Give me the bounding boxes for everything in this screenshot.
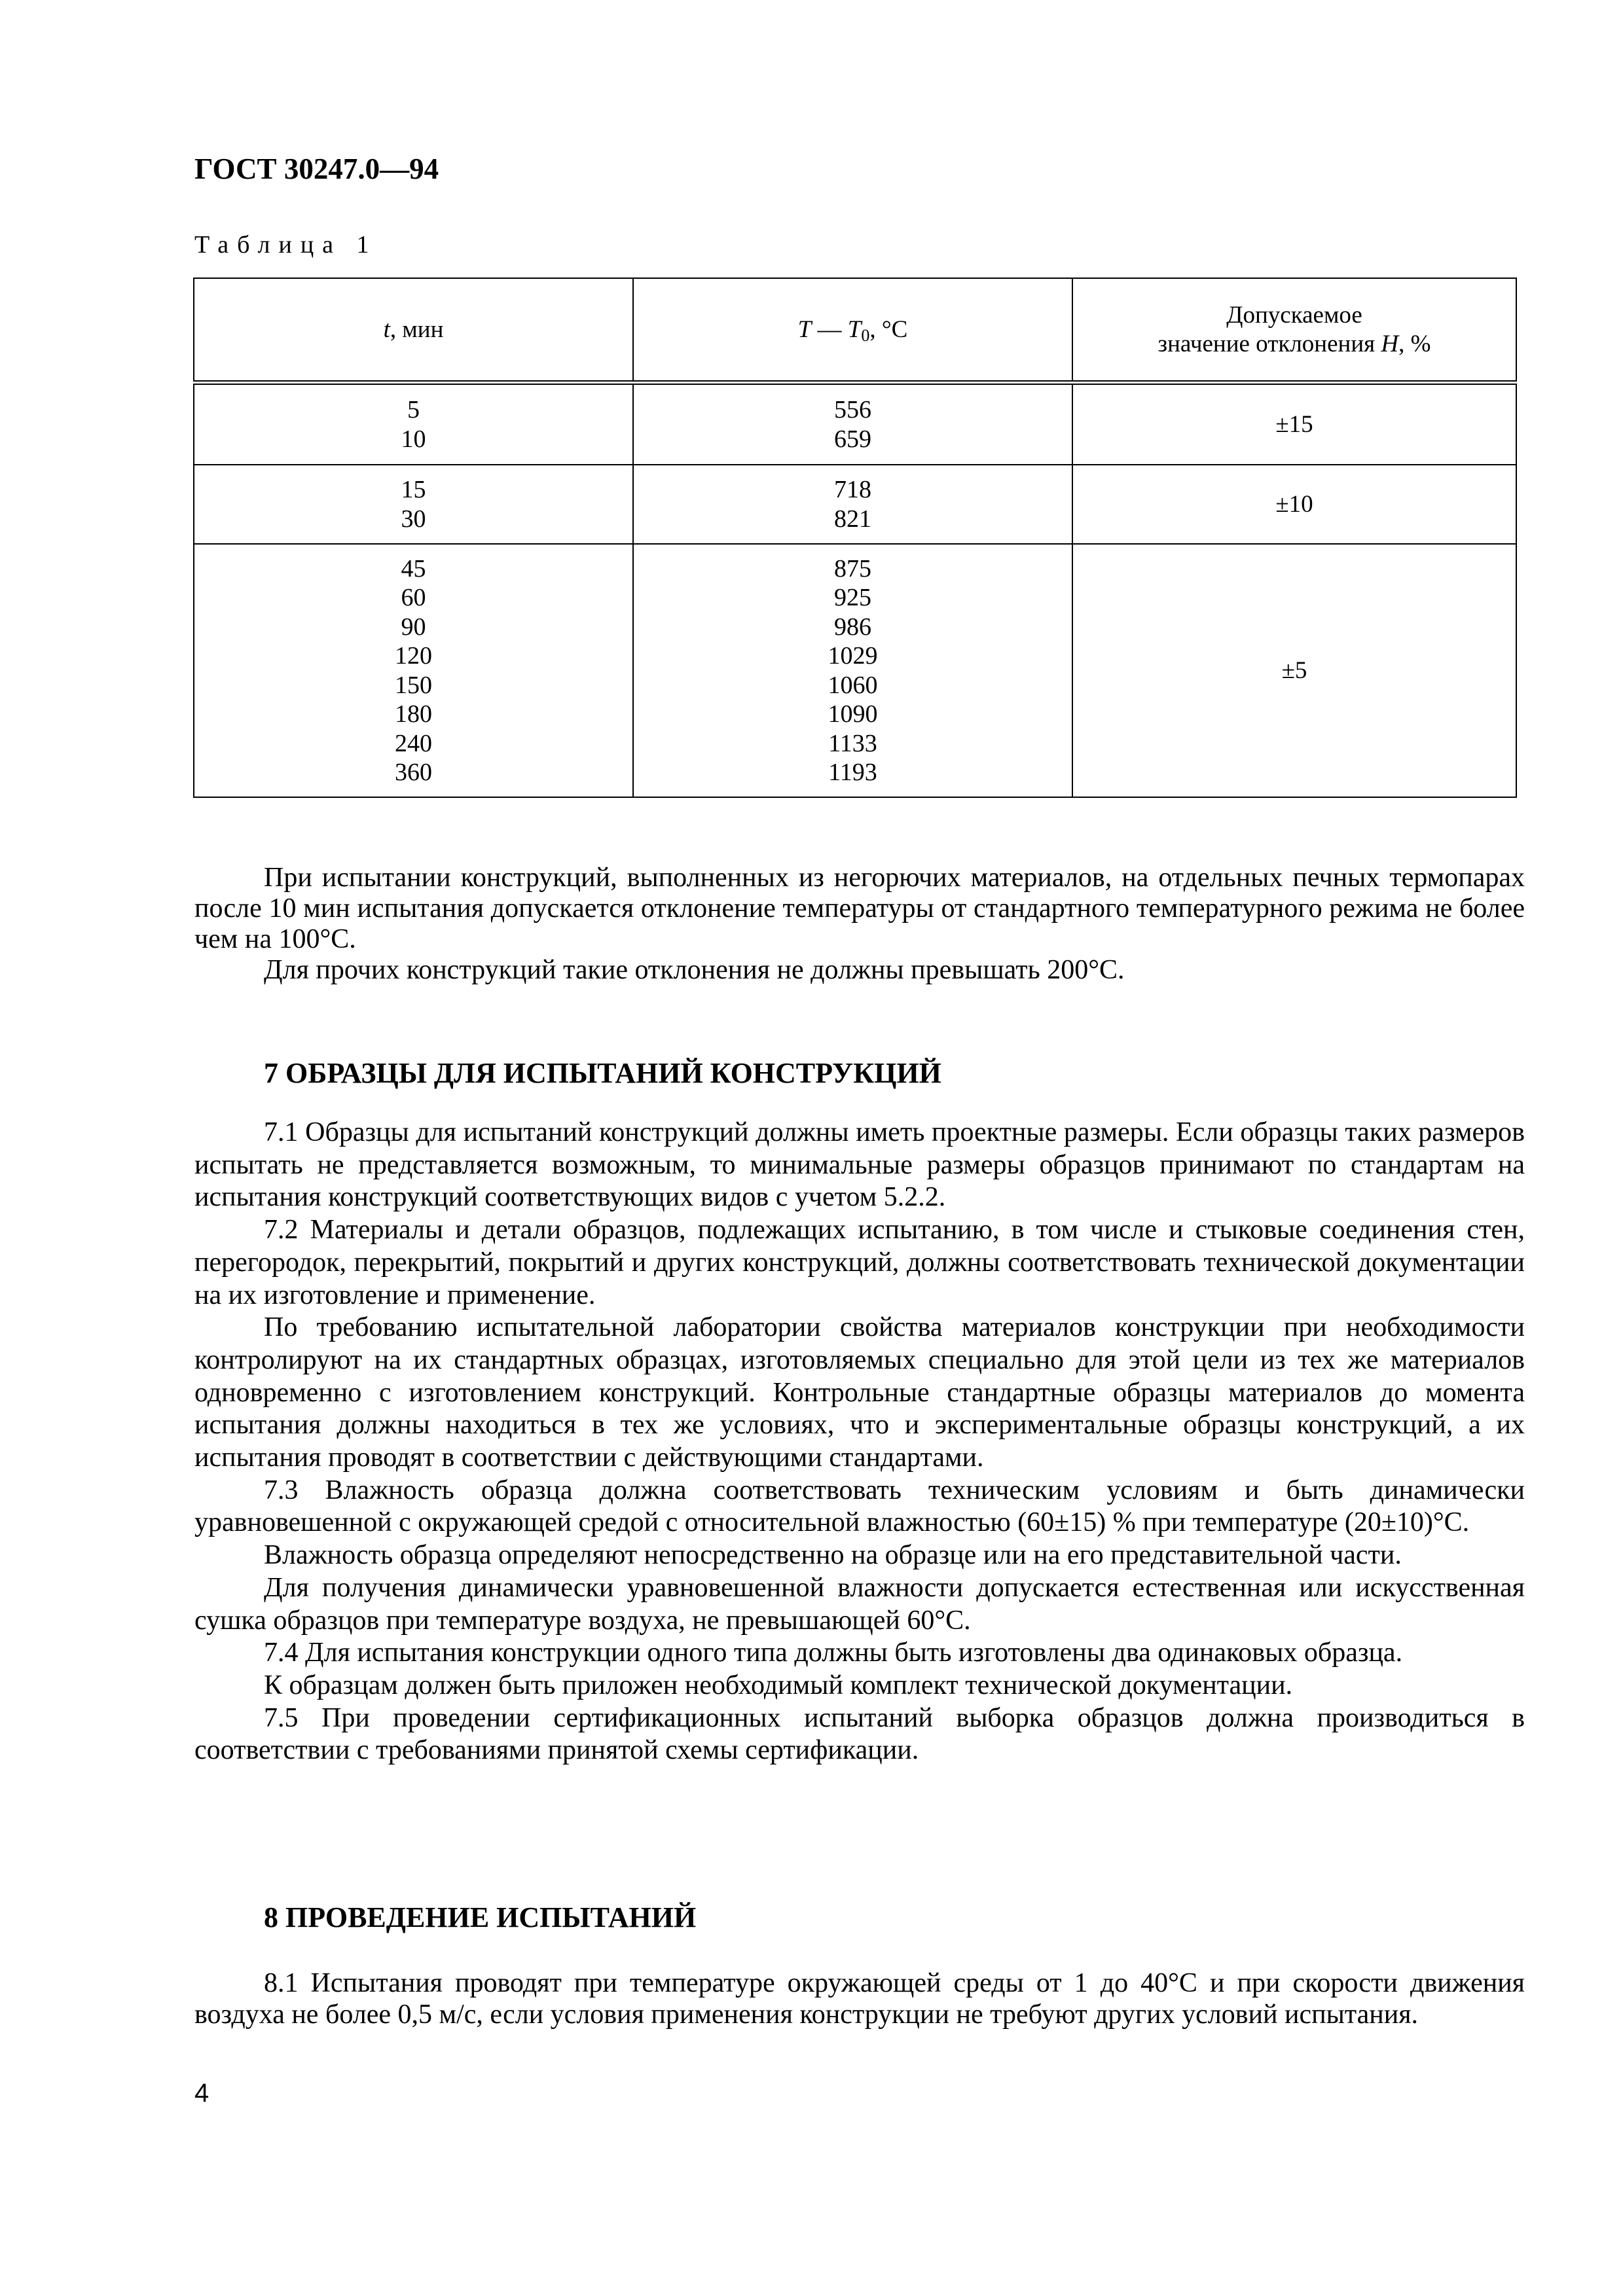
- post-table-notes: [194, 863, 1525, 986]
- temperature-cell: 718 821: [633, 465, 1072, 544]
- table-caption: Таблица 1: [194, 231, 378, 259]
- paragraph: Для прочих конструкций такие отклонения не должны превышать 200°С.: [264, 955, 1125, 985]
- table-header-row: [194, 278, 1516, 383]
- paragraph-7-3: 7.3 Влажность образца должна соответствовать техническим условиям и быть динамически уравновешенной с окружающей средой с относительной влажностью (60±15) % при температуре (20±10)°С.: [194, 1475, 1525, 1538]
- paragraph-7-5: 7.5 При проведении сертификационных испытаний выборка образцов должна производиться в соответствии с требованиями принятой схемы сертификации.: [194, 1702, 1525, 1766]
- paragraph-7-4: 7.4 Для испытания конструкции одного типа должны быть изготовлены два одинаковых образца.: [264, 1638, 1403, 1668]
- table-row: [194, 544, 1516, 797]
- section-8-body: [194, 1967, 1525, 2030]
- column-header-time: t, мин: [194, 278, 633, 383]
- paragraph: К образцам должен быть приложен необходимый комплект технической документации.: [264, 1670, 1293, 1700]
- paragraph-8-1: 8.1 Испытания проводят при температуре окружающей среды от 1 до 40°С и при скорости движения воздуха не более 0,5 м/с, если условия применения конструкции не требуют других условий испытания.: [194, 1968, 1525, 2030]
- table-row: [194, 465, 1516, 544]
- document-title: ГОСТ 30247.0—94: [194, 152, 439, 185]
- section-7-heading: 7 ОБРАЗЦЫ ДЛЯ ИСПЫТАНИЙ КОНСТРУКЦИЙ: [264, 1057, 941, 1089]
- paragraph: Для получения динамически уравновешенной влажности допускается естественная или искусственная сушка образцов при температуре воздуха, не превышающей 60°С.: [194, 1572, 1525, 1636]
- paragraph-7-1: 7.1 Образцы для испытаний конструкций должны иметь проектные размеры. Если образцы таких размеров испытать не представляется возможным, то минимальные размеры образцов принимают по стандартам на испытания конструкций соответствующих видов с учетом 5.2.2.: [194, 1117, 1525, 1213]
- deviation-cell: ±5: [1072, 544, 1516, 797]
- deviation-cell: ±10: [1072, 465, 1516, 544]
- paragraph: Влажность образца определяют непосредственно на образце или на его представительной части.: [264, 1540, 1402, 1571]
- deviation-cell: ±15: [1072, 383, 1516, 465]
- temperature-cell: 875 925 986 1029 1060 1090 1133 1193: [633, 544, 1072, 797]
- paragraph-7-2: 7.2 Материалы и детали образцов, подлежащих испытанию, в том числе и стыковые соединения стен, перегородок, перекрытий, покрытий и других конструкций, должны соответствовать технической документации на их изготовление и применение.: [194, 1215, 1525, 1310]
- column-header-temperature: T — $T_0$, °С: [633, 278, 1072, 383]
- time-cell: 5 10: [194, 383, 633, 465]
- table-row: [194, 383, 1516, 465]
- column-header-deviation: Допускаемое значение отклонения H, %: [1072, 278, 1516, 383]
- page-number: 4: [194, 2079, 210, 2108]
- paragraph: По требованию испытательной лаборатории свойства материалов конструкции при необходимости контролируют на их стандартных образцах, изготовляемых специально для этой цели из тех же материалов одновременно с изготовлением конструкций. Контрольные стандартные образцы материалов до момента испытания должны находиться в тех же условиях, что и экспериментальные образцы конструкций, а их испытания проводят в соответствии с действующими стандартами.: [194, 1312, 1525, 1473]
- section-8-heading: 8 ПРОВЕДЕНИЕ ИСПЫТАНИЙ: [264, 1901, 697, 1933]
- temperature-cell: 556 659: [633, 383, 1072, 465]
- paragraph: При испытании конструкций, выполненных из негорючих материалов, на отдельных печных термопарах после 10 мин испытания допускается отклонение температуры от стандартного температурного режима не более чем на 100°С.: [194, 863, 1525, 954]
- section-7-body: [194, 1117, 1525, 1767]
- time-cell: 15 30: [194, 465, 633, 544]
- time-cell: 45 60 90 120 150 180 240 360: [194, 544, 633, 797]
- temperature-deviation-table: [193, 278, 1517, 798]
